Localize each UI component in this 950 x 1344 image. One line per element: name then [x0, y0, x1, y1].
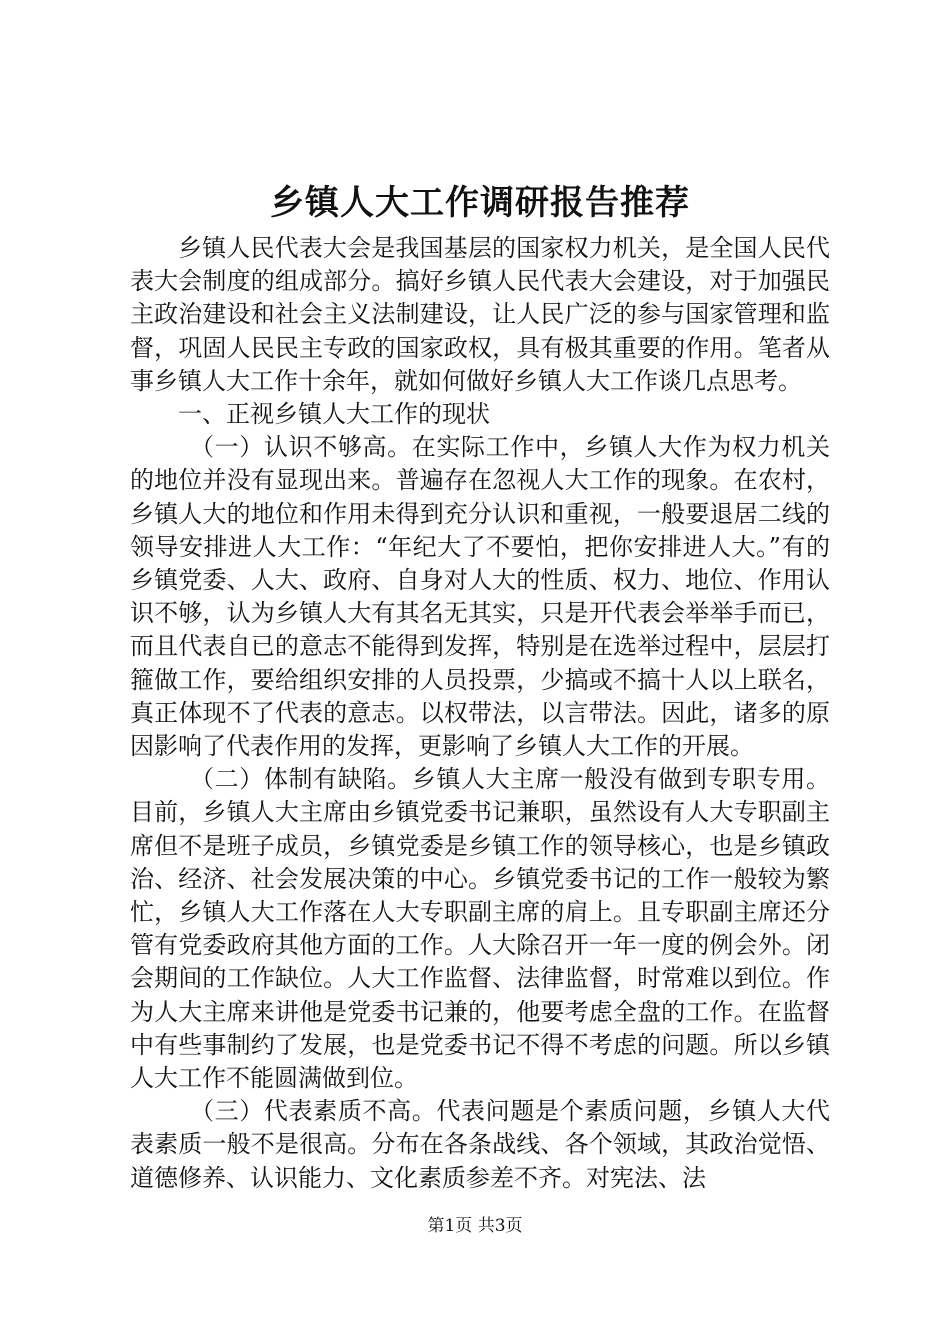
- page-footer: 第1页 共3页: [427, 1216, 523, 1236]
- subsection-paragraph-3: （三）代表素质不高。代表问题是个素质问题，乡镇人大代表素质一般不是很高。分布在各条战线、各个领域，其政治觉悟、道德修养、认识能力、文化素质参差不齐。对宪法、法: [130, 1097, 830, 1192]
- intro-paragraph: 乡镇人民代表大会是我国基层的国家权力机关，是全国人民代表大会制度的组成部分。搞好乡镇人民代表大会建设，对于加强民主政治建设和社会主义法制建设，让人民广泛的参与国家管理和监督，巩固人民民主专政的国家政权，具有极其重要的作用。笔者从事乡镇人大工作十余年，就如何做好乡镇人大工作谈几点思考。: [130, 234, 830, 395]
- subsection-paragraph-1: （一）认识不够高。在实际工作中，乡镇人大作为权力机关的地位并没有显现出来。普遍存在忽视人大工作的现象。在农村，乡镇人大的地位和作用未得到充分认识和重视，一般要退居二线的领导安排进人大工作：“年纪大了不要怕，把你安排进人大。”有的乡镇党委、人大、政府、自身对人大的性质、权力、地位、作用认识不够，认为乡镇人大有其名无其实，只是开代表会举举手而已，而且代表自已的意志不能得到发挥，特别是在选举过程中，层层打箍做工作，要给组织安排的人员投票，少搞或不搞十人以上联名，真正体现不了代表的意志。以权带法，以言带法。因此，诸多的原因影响了代表作用的发挥，更影响了乡镇人大工作的开展。: [130, 433, 830, 761]
- section-heading: 一、正视乡镇人大工作的现状: [178, 400, 490, 429]
- subsection-paragraph-2: （二）体制有缺陷。乡镇人大主席一般没有做到专职专用。目前，乡镇人大主席由乡镇党委书记兼职，虽然设有人大专职副主席但不是班子成员，乡镇党委是乡镇工作的领导核心，也是乡镇政治、经济、社会发展决策的中心。乡镇党委书记的工作一般较为繁忙，乡镇人大工作落在人大专职副主席的肩上。且专职副主席还分管有党委政府其他方面的工作。人大除召开一年一度的例会外。闭会期间的工作缺位。人大工作监督、法律监督，时常难以到位。作为人大主席来讲他是党委书记兼的，他要考虑全盘的工作。在监督中有些事制约了发展，也是党委书记不得不考虑的问题。所以乡镇人大工作不能圆满做到位。: [130, 765, 830, 1093]
- document-title: 乡镇人大工作调研报告推荐: [270, 183, 690, 223]
- document-page: [130, 180, 830, 1195]
